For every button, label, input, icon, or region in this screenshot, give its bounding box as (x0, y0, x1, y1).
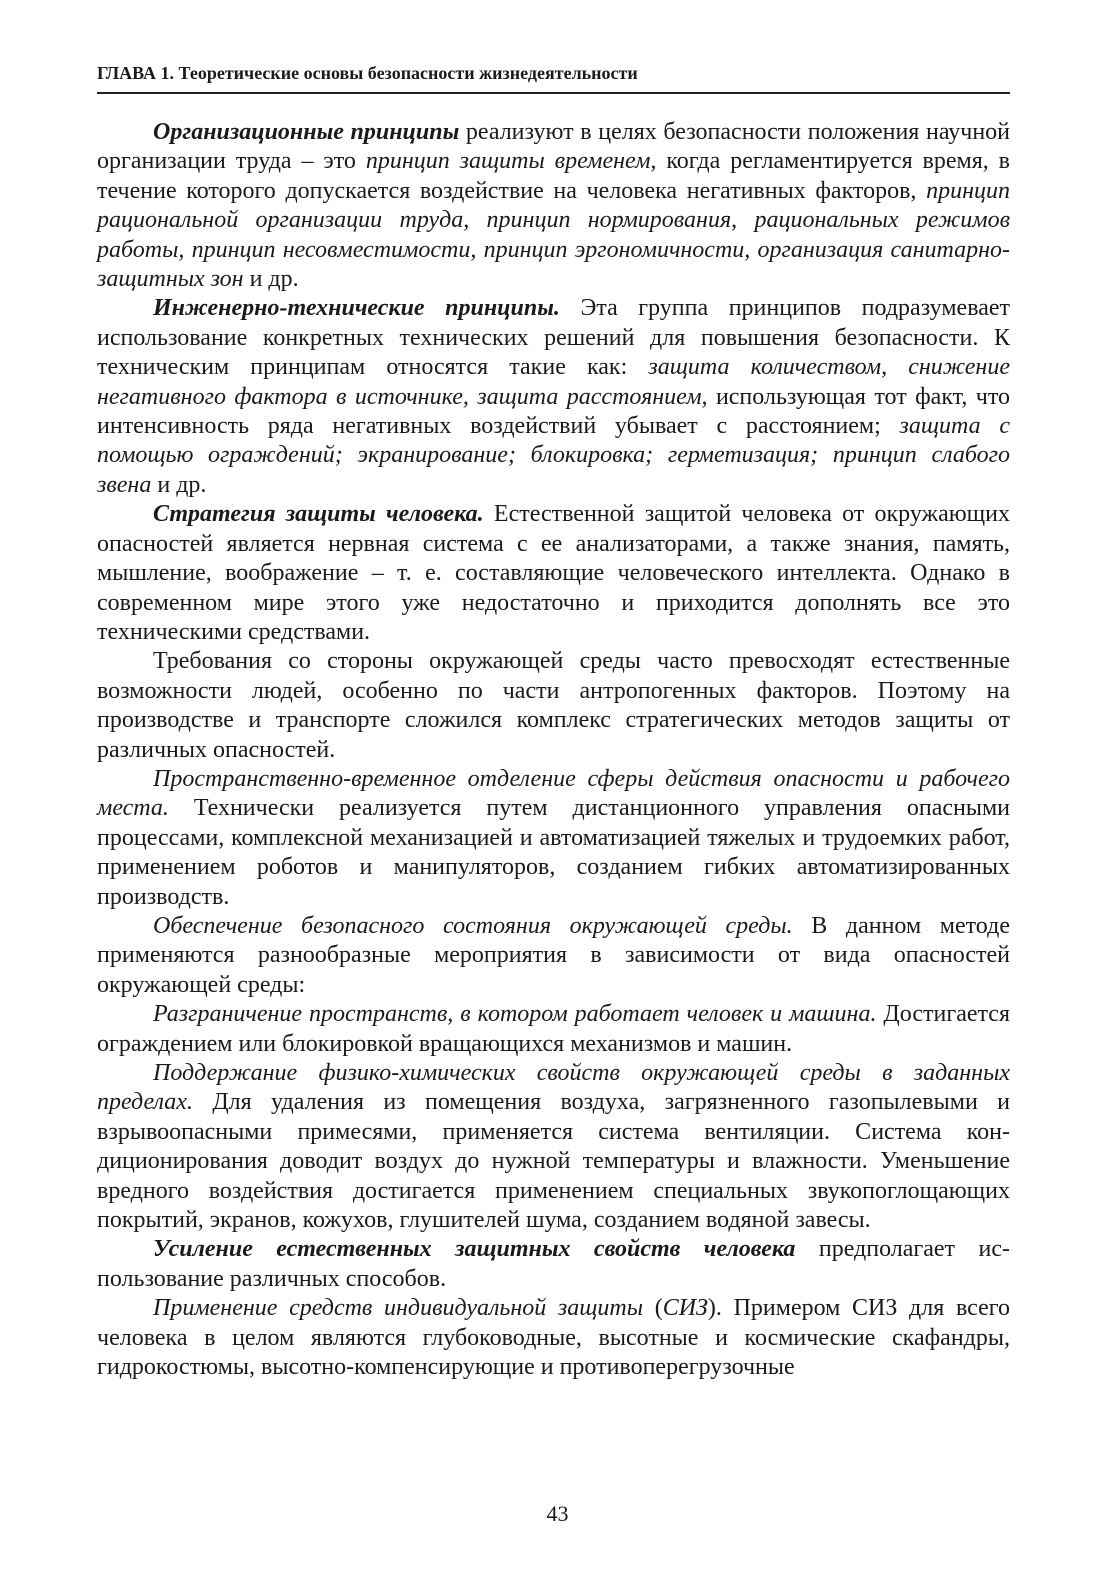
running-head: ГЛАВА 1. Теоретические основы безопасности жизнедеятельности (97, 63, 638, 83)
italic-term: принцип рациональной организации труда, принцип нормирования, рациональных режимов работы, принцип несовместимости, принцип эргономичности, организация санитарно-защитных зон (97, 177, 1010, 293)
body-text: Требования со стороны окружающей среды часто превосходят естественные возможности людей, особенно по части антропогенных факторов. Поэтому на производстве и транспорте сложился комплекс стратегических методов защиты от различных опасностей. (97, 648, 1010, 763)
italic-term: Разграничение пространств, в котором работает человек и машина. (153, 1001, 877, 1028)
body-text: Технически реализуется путем дистанционного управления опасными процессами, комплексной механизацией и автоматизацией тяжелых и трудоемких работ, применением роботов и манипуляторов, созданием гибких автоматизированных производств. (97, 795, 1010, 910)
page-body (97, 118, 1010, 1382)
paragraph (97, 912, 1010, 1000)
body-text: В данном методе применяются разнообразные мероприятия в зависимости от вида опасностей окружающей среды: (97, 912, 1010, 998)
body-text: реализуют в целях безопасности положения научной организации труда – это (97, 119, 1011, 175)
page-header (97, 60, 1010, 94)
italic-term: Пространственно-временное отделение сферы действия опасности и рабочего места. (97, 765, 1010, 822)
paragraph (97, 765, 1010, 912)
italic-term: принцип защиты временем, (365, 148, 657, 175)
bold-italic-term: Организационные принципы (153, 119, 460, 145)
italic-term: СИЗ (662, 1295, 708, 1322)
body-text: и др. (151, 471, 207, 498)
paragraph (97, 1000, 1010, 1059)
paragraph (97, 1059, 1010, 1235)
italic-term: защита с помощью ограждений; экранирование; блокировка; герметизация; принцип слабого звена (97, 413, 1011, 498)
body-text: Достигается ограждением или блокировкой вращающихся механизмов и машин. (97, 1001, 1011, 1057)
italic-term: Обеспечение безопасного состояния окружающей среды. (153, 912, 793, 939)
body-text: использующая тот факт, что интенсивность ряда негативных воздействий убывает с расстоянием; (97, 383, 1010, 440)
body-text: Для удаления из помещения воздуха, загрязненного газопылевыми и взрывоопасными примесями, применяется система вентиляции. Система кондиционирования доводит воздух до нужной температуры и влажности. Уменьшение вредного воздействия достигается применением специальных звукопоглощающих покрытий, экранов, кожухов, глушителей шума, созданием водяной завесы. (97, 1089, 1010, 1234)
bold-italic-term: Стратегия защиты человека. (153, 501, 484, 528)
body-text: Эта группа принципов подразумевает использование конкретных технических решений для повышения безопасности. К техническим принципам относятся такие как: (97, 295, 1011, 381)
paragraph (97, 500, 1010, 647)
body-text: предполагает использование различных способов. (97, 1236, 1010, 1292)
bold-italic-term: Инженерно-технические принципы. (153, 295, 560, 322)
italic-term: Поддержание физико-химических свойств окружающей среды в заданных пределах. (97, 1060, 1010, 1116)
page-number: 43 (546, 1501, 569, 1526)
body-text: Естественной защитой человека от окружающих опасностей является нервная система с ее анализаторами, а также знания, память, мышление, воображение – т. е. составляющие человеческого интеллекта. Однако в современном мире этого уже недостаточно и приходится дополнять все это техническими средствами. (97, 501, 1011, 645)
paragraph (97, 647, 1010, 765)
paragraph (97, 118, 1010, 294)
italic-term: защита количеством, снижение негативного фактора в источнике, защита расстоянием, (97, 354, 1010, 410)
paragraph (97, 294, 1010, 500)
body-text: и др. (243, 266, 299, 293)
bold-italic-term: Усиление естественных защитных свойств человека (153, 1236, 796, 1263)
body-text: ). Примером СИЗ для всего человека в целом являются глубоководные, высотные и космические скафандры, гидрокостюмы, высотно-компенсирующие и противоперегрузочные (97, 1295, 1010, 1381)
italic-term: Применение средств индивидуальной защиты (153, 1295, 644, 1322)
body-text: ( (643, 1295, 663, 1322)
paragraph (97, 1294, 1010, 1382)
paragraph (97, 1235, 1010, 1294)
body-text: когда регламентируется время, в течение которого допускается воздействие на человека негативных факторов, (97, 148, 1010, 204)
